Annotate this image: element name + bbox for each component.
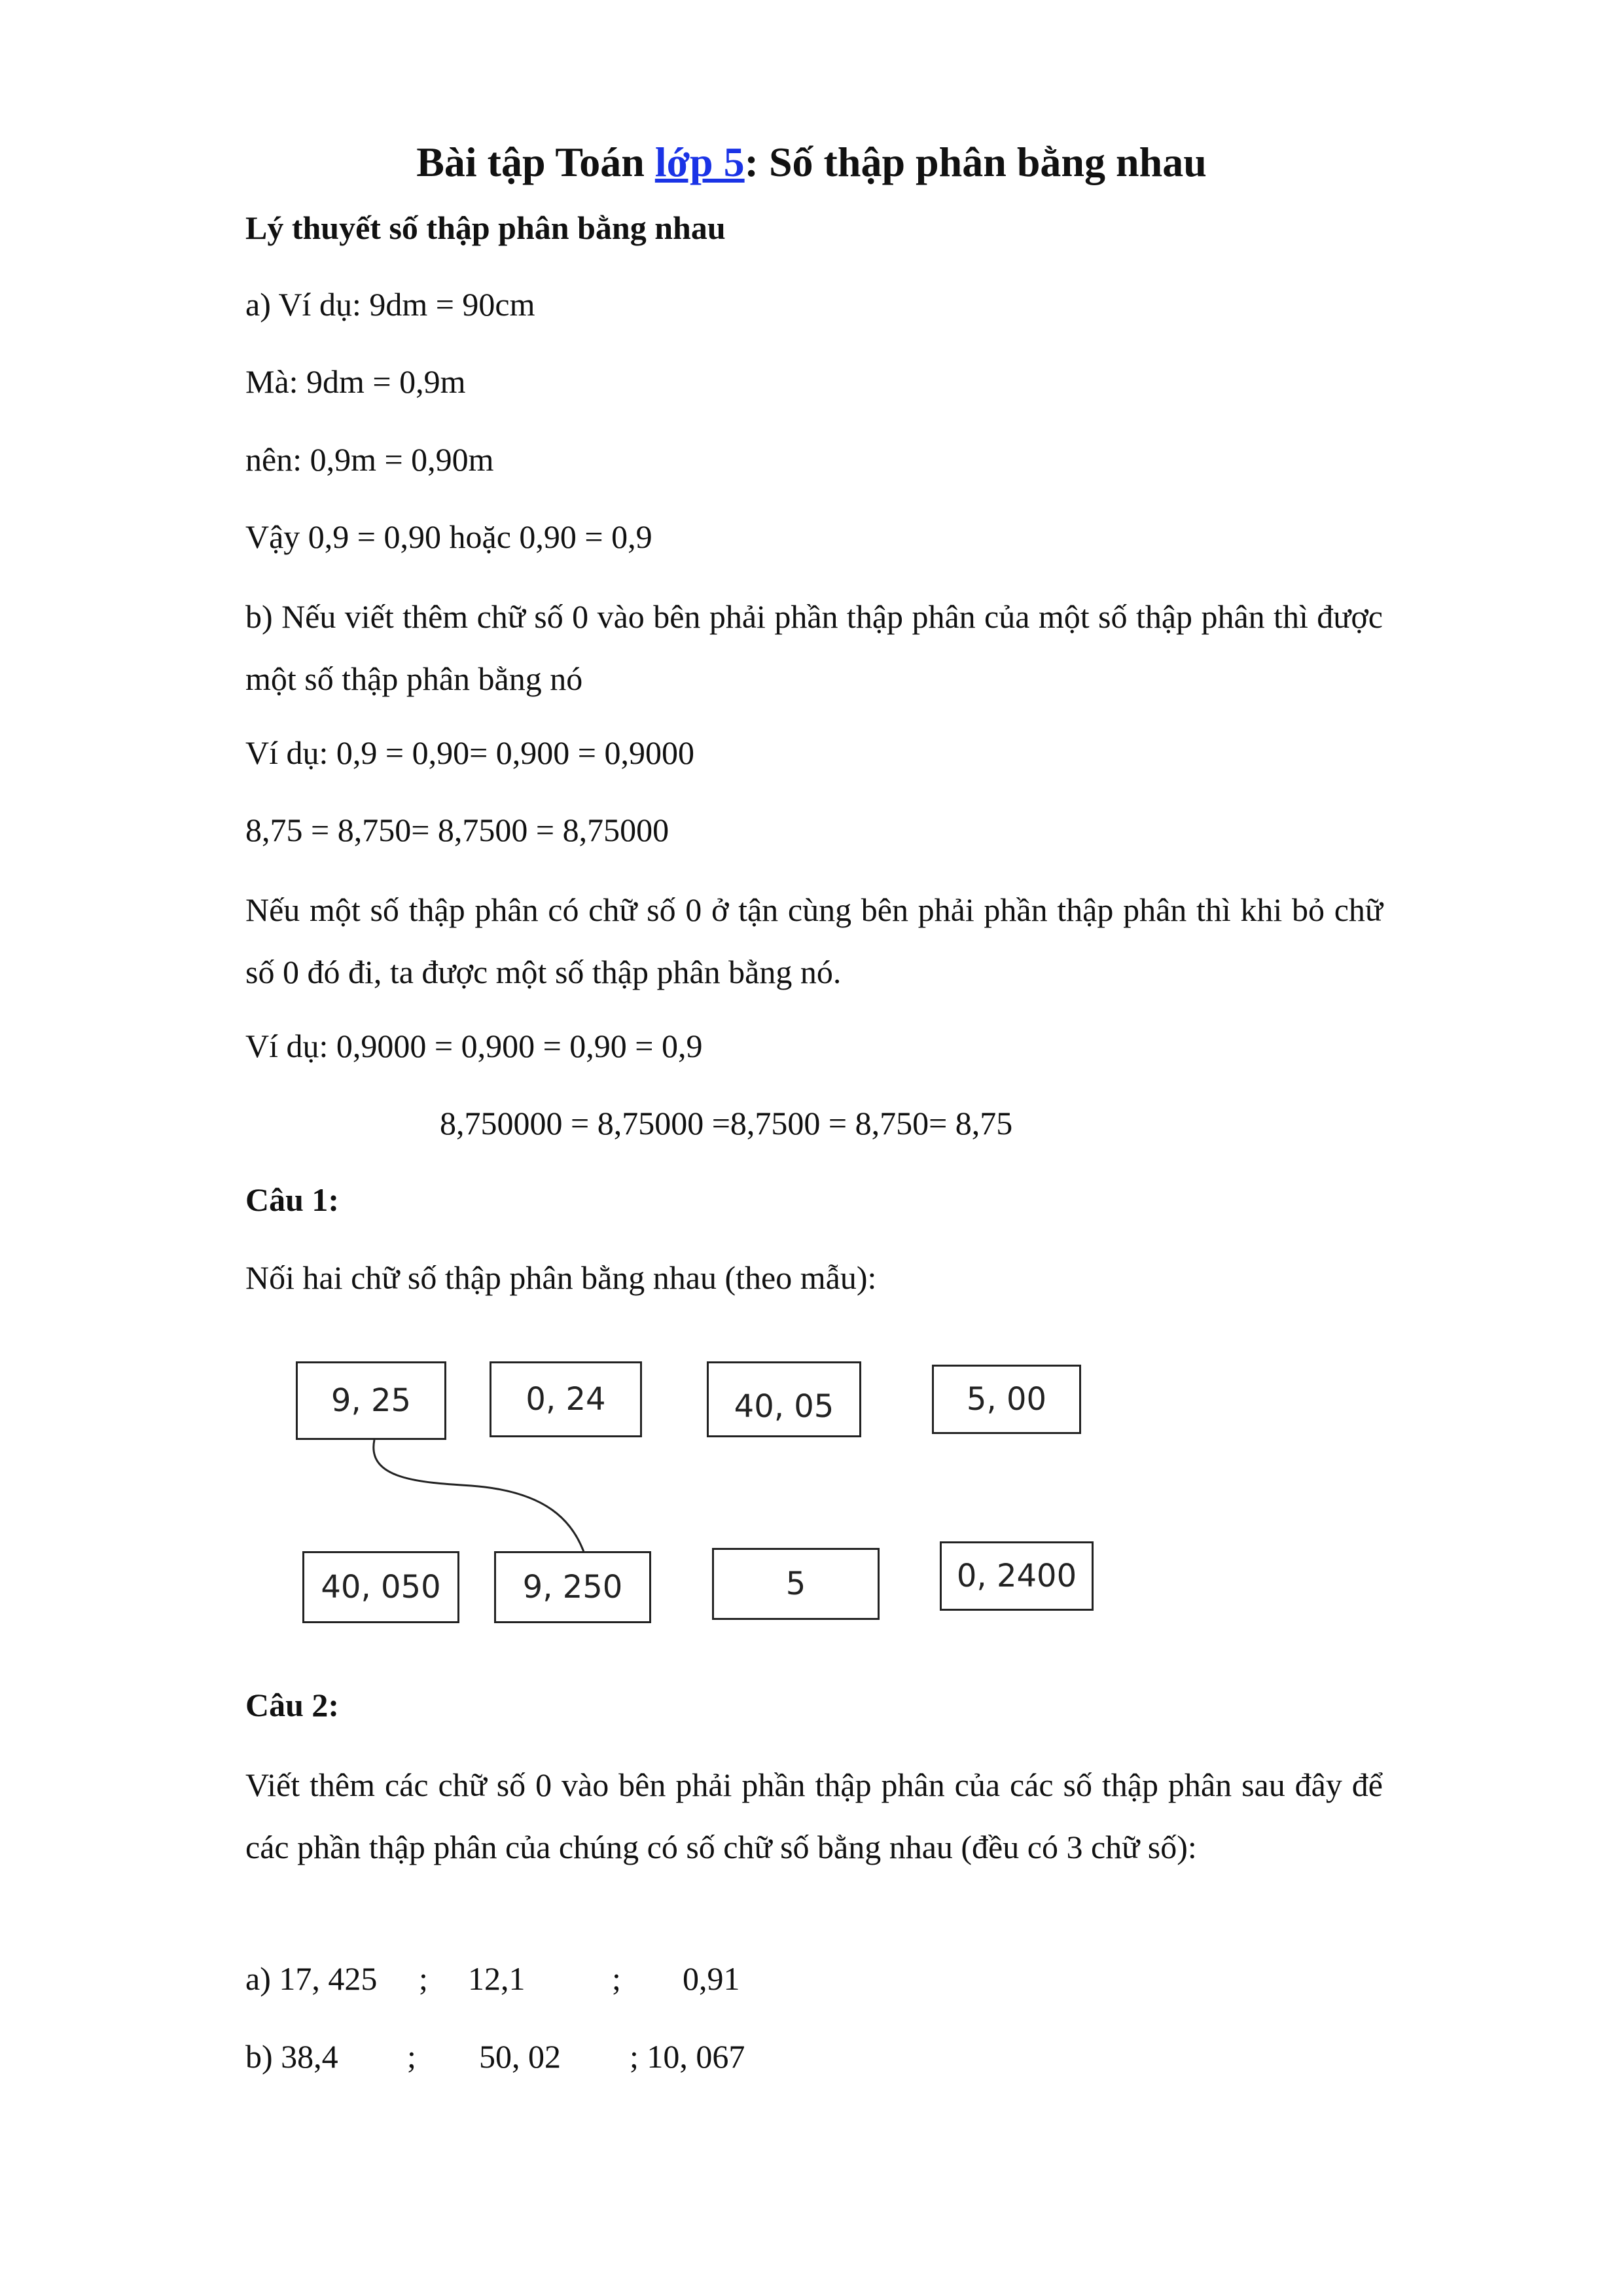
line-nen: nên: 0,9m = 0,90m — [245, 441, 494, 478]
bottom-box-3[interactable]: 5 — [712, 1548, 880, 1620]
theory-heading: Lý thuyết số thập phân bằng nhau — [245, 209, 726, 246]
line-ma: Mà: 9dm = 0,9m — [245, 363, 466, 400]
row-a-label: a) 17, 425 — [245, 1960, 378, 1997]
row-b-value2: 50, 02 — [479, 2038, 561, 2075]
top-box-2[interactable]: 0, 24 — [490, 1361, 642, 1437]
top-box-1[interactable]: 9, 25 — [296, 1361, 446, 1440]
row-b-label: b) 38,4 — [245, 2038, 338, 2075]
q1-instruction: Nối hai chữ số thập phân bằng nhau (theo mẫu): — [245, 1259, 877, 1296]
q1-label: Câu 1: — [245, 1181, 340, 1218]
example-875: 8,75 = 8,750= 8,7500 = 8,75000 — [245, 812, 669, 848]
row-a-sep1: ; — [419, 1960, 428, 1997]
row-b-sep1: ; — [407, 2038, 416, 2075]
bottom-box-1[interactable]: 40, 050 — [302, 1551, 459, 1623]
connector-line — [374, 1440, 588, 1564]
row-a-sep2: ; — [612, 1960, 621, 1997]
rule-b: b) Nếu viết thêm chữ số 0 vào bên phải phần thập phân của một số thập phân thì được một số thập phân bằng nó — [245, 598, 1383, 697]
example-8750000: 8,750000 = 8,75000 =8,7500 = 8,750= 8,75 — [440, 1105, 1013, 1141]
row-b-sep2: ; 10, 067 — [630, 2038, 745, 2075]
row-a-value3: 0,91 — [683, 1960, 740, 1997]
title-prefix: Bài tập Toán — [416, 139, 655, 185]
q2-label: Câu 2: — [245, 1687, 340, 1723]
top-box-3[interactable]: 40, 05 — [707, 1361, 861, 1437]
example-1: Ví dụ: 0,9 = 0,90= 0,900 = 0,9000 — [245, 734, 694, 771]
grade-link[interactable]: lớp 5 — [654, 139, 745, 185]
q2-instruction: Viết thêm các chữ số 0 vào bên phải phần thập phân của các số thập phân sau đây để các phần thập phân của chúng có số chữ số bằng nhau (đều có 3 chữ số): — [245, 1767, 1383, 1865]
rule-2: Nếu một số thập phân có chữ số 0 ở tận cùng bên phải phần thập phân thì khi bỏ chữ số 0 đó đi, ta được một số thập phân bằng nó. — [245, 891, 1383, 990]
top-box-4[interactable]: 5, 00 — [932, 1365, 1081, 1434]
title-suffix: : Số thập phân bằng nhau — [744, 139, 1207, 185]
bottom-box-2[interactable]: 9, 250 — [494, 1551, 651, 1623]
example-a: a) Ví dụ: 9dm = 90cm — [245, 286, 535, 323]
row-a-value2: 12,1 — [468, 1960, 526, 1997]
bottom-box-4[interactable]: 0, 2400 — [940, 1541, 1094, 1611]
example-2: Ví dụ: 0,9000 = 0,900 = 0,90 = 0,9 — [245, 1028, 703, 1064]
line-vay: Vậy 0,9 = 0,90 hoặc 0,90 = 0,9 — [245, 518, 652, 555]
